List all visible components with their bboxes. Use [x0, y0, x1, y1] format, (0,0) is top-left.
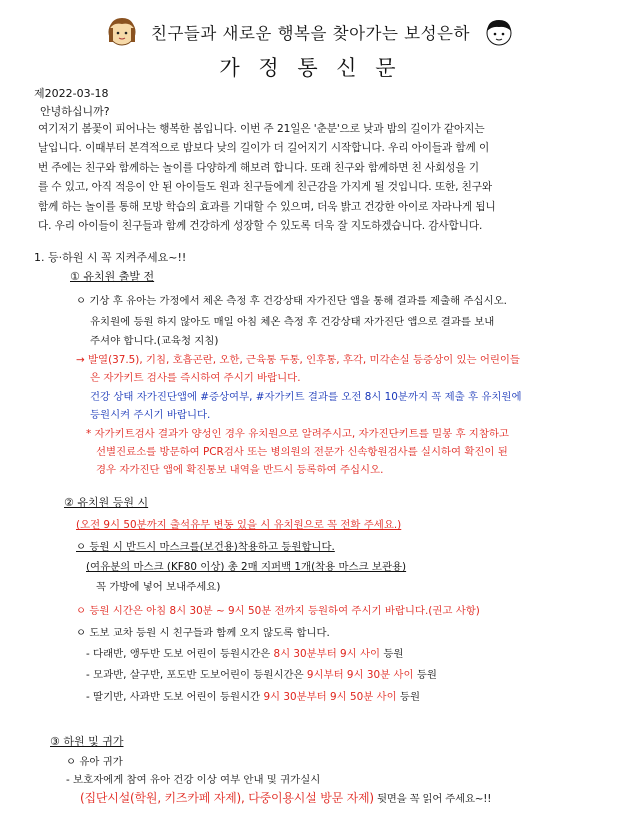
- subtitle: 친구들과 새로운 행복을 찾아가는 보성은하: [151, 24, 470, 43]
- intro-line: 를 수 있고, 아직 적응이 안 된 아이들도 원과 친구들에게 친근감을 가지게 될 것입니다. 또한, 친구와: [38, 181, 493, 194]
- class-schedule-2-pre: - 모과반, 살구반, 포도반 도보어린이 등원시간은: [86, 669, 307, 681]
- intro-paragraph: [38, 120, 586, 236]
- class-schedule-3-post: 등원: [396, 691, 421, 703]
- checkup-line-1: ㅇ 기상 후 유아는 가정에서 체온 측정 후 건강상태 자가진단 앱을 통해 결과를 제출해 주십시오.: [76, 295, 507, 307]
- app-submit-line-1: 건강 상태 자가진단앱에 #증상여부, #자가키트 결과를 오전 8시 10분까지 꼭 제출 후 유치원에: [90, 391, 522, 403]
- pickup-line-1: ㅇ 유아 귀가: [66, 756, 123, 768]
- bag-line: 꼭 가방에 넣어 보내주세요): [96, 581, 221, 593]
- positive-line-3: 경우 자가진단 앱에 확진통보 내역을 반드시 등록하여 주십시오.: [96, 464, 384, 476]
- doc-number: 제2022-03-18: [34, 87, 109, 100]
- facility-restriction: (집단시설(학원, 키즈카페 자제), 다중이용시설 방문 자제): [80, 791, 374, 805]
- positive-line-2: 선별진료소를 방문하여 PCR검사 또는 병의원의 전문가 신속항원검사를 실시하여 확진이 된: [96, 446, 508, 458]
- symptom-text-1: → 발열(37.5), 기침, 호흡곤란, 오한, 근육통 두통, 인후통, 후각, 미각손실 등증상이 있는 어린이들: [76, 354, 520, 366]
- mask-line: ㅇ 등원 시 반드시 마스크를(보건용)착용하고 등원합니다.: [76, 541, 335, 553]
- intro-line: 다. 우리 아이들이 친구들과 함께 건강하게 성장할 수 있도록 더욱 잘 지도하겠습니다. 감사합니다.: [38, 220, 483, 233]
- checkup-line-2: 유치원에 등원 하지 않아도 매일 아침 체온 측정 후 건강상태 자가진단 앱으로 결과를 보내: [90, 316, 495, 328]
- read-back-note: 뒷면을 꼭 읽어 주세요~!!: [373, 793, 492, 805]
- class-schedule-3: [86, 688, 420, 703]
- sub-1-title: ① 유치원 출발 전: [70, 270, 155, 283]
- greeting: 안녕하십니까?: [40, 105, 110, 118]
- walking-line: ㅇ 도보 교차 등원 시 친구들과 함께 오지 않도록 합니다.: [76, 627, 330, 639]
- sub-3-title: ③ 하원 및 귀가: [50, 735, 124, 748]
- page-title: 가 정 통 신 문: [219, 56, 402, 80]
- class-schedule-3-pre: - 딸기반, 사과반 도보 어린이 등원시간: [86, 691, 264, 703]
- attendance-notice: (오전 9시 50분까지 출석유무 변동 있을 시 유치원으로 꼭 전화 주세요.): [76, 519, 402, 531]
- class-schedule-3-time: 9시 30분부터 9시 50분 사이: [263, 691, 397, 703]
- mask-detail: (여유분의 마스크 (KF80 이상) 총 2매 지퍼백 1개(착용 마스크 보관용): [86, 561, 407, 573]
- class-schedule-2-time: 9시부터 9시 30분 사이: [306, 669, 414, 681]
- sub-2-title: ② 유치원 등원 시: [64, 496, 149, 509]
- pickup-line-2: - 보호자에게 참여 유아 건강 이상 여부 안내 및 귀가실시: [66, 774, 321, 786]
- intro-line: 함께 하는 놀이를 통해 모방 학습의 효과를 기대할 수 있으며, 더욱 밝고 건강한 아이로 자라나게 됩니: [38, 200, 496, 213]
- class-schedule-1-post: 등원: [380, 648, 404, 660]
- boy-face-icon: [484, 18, 514, 46]
- class-schedule-1: [86, 645, 403, 660]
- positive-line-1: * 자가키트검사 결과가 양성인 경우 유치원으로 알려주시고, 자가진단키트를 밀봉 후 지참하고: [86, 428, 509, 440]
- app-submit-line-2: 등원시켜 주시기 바랍니다.: [90, 409, 211, 421]
- arrival-time-line: ㅇ 등원 시간은 아침 8시 30분 ~ 9시 50분 전까지 등원하여 주시기 바랍니다.(권고 사항): [76, 605, 480, 617]
- intro-line: 날입니다. 이때부터 본격적으로 밤보다 낮의 길이가 더 길어지기 시작합니다. 우리 아이들과 함께 이: [38, 142, 490, 155]
- checkup-line-3: 주셔야 합니다.(교육청 지침): [90, 335, 219, 347]
- section-1-title: 1. 등·하원 시 꼭 지켜주세요~!!: [34, 251, 187, 264]
- symptom-line-2: 은 자가키트 검사를 즉시하여 주시기 바랍니다.: [90, 372, 301, 384]
- pickup-line-3: [80, 789, 491, 806]
- intro-line: 여기저기 봄꽃이 피어나는 행복한 봄입니다. 이번 주 21일은 '춘분'으로 낮과 밤의 길이가 같아지는: [38, 123, 485, 135]
- class-schedule-1-pre: - 다래반, 앵두반 도보 어린이 등원시간은: [86, 648, 274, 660]
- class-schedule-2-post: 등원: [413, 669, 437, 681]
- symptom-line-1: [76, 351, 520, 366]
- intro-line: 번 주에는 친구와 함께하는 놀이를 다양하게 해보려 합니다. 또래 친구와 함께하면 친 사회성을 기: [38, 161, 479, 174]
- class-schedule-2: [86, 666, 437, 681]
- class-schedule-1-time: 8시 30분부터 9시 사이: [273, 648, 381, 660]
